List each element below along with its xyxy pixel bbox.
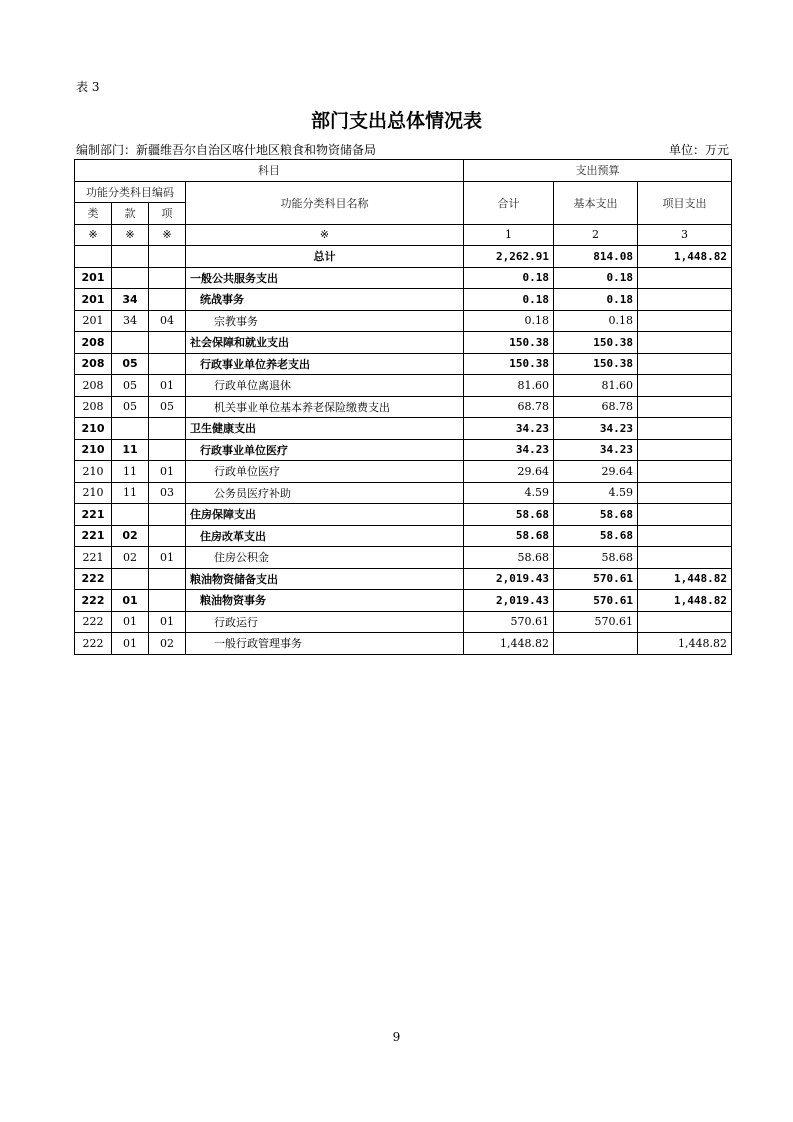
xiang-code: 05 [149,396,186,418]
lei-code: 221 [75,504,112,526]
row-basic: 0.18 [554,267,638,289]
row-basic: 570.61 [554,590,638,612]
department-label: 编制部门：新疆维吾尔自治区喀什地区粮食和物资储备局 [76,143,377,157]
xiang-code: 01 [149,547,186,569]
kuan-code [112,504,149,526]
kuan-code: 02 [112,547,149,569]
table-row [75,289,732,311]
xiang-code [149,568,186,590]
table-row [75,590,732,612]
subject-name: 粮油物资储备支出 [186,568,464,590]
lei-code: 208 [75,353,112,375]
row-project: 1,448.82 [638,590,732,612]
unit-label: 单位：万元 [668,143,729,157]
lei-header: 类 [75,203,112,225]
row-total: 570.61 [464,611,554,633]
row-project: 1,448.82 [638,568,732,590]
table-row [75,461,732,483]
table-row [75,633,732,655]
row-project [638,418,732,440]
xiang-code [149,439,186,461]
row-total: 150.38 [464,353,554,375]
col-number-1: 1 [464,224,554,246]
xiang-code [149,353,186,375]
xiang-code: 01 [149,461,186,483]
kuan-code [112,332,149,354]
row-project: 1,448.82 [638,633,732,655]
row-basic: 570.61 [554,611,638,633]
row-project [638,267,732,289]
row-total: 0.18 [464,310,554,332]
subject-name: 机关事业单位基本养老保险缴费支出 [186,396,464,418]
row-total: 29.64 [464,461,554,483]
header-row-2 [75,181,732,203]
basic-header: 基本支出 [554,181,638,224]
row-project [638,461,732,483]
row-basic: 81.60 [554,375,638,397]
table-row [75,568,732,590]
table-row [75,353,732,375]
kuan-code: 01 [112,590,149,612]
subject-name: 社会保障和就业支出 [186,332,464,354]
table-row [75,375,732,397]
lei-code: 208 [75,332,112,354]
row-total: 58.68 [464,547,554,569]
table-row [75,310,732,332]
table-row [75,504,732,526]
row-project [638,332,732,354]
xiang-code [149,418,186,440]
row-total: 4.59 [464,482,554,504]
row-project [638,310,732,332]
kuan-code: 05 [112,396,149,418]
lei-code: 208 [75,375,112,397]
subject-header: 科目 [75,160,464,182]
row-total: 150.38 [464,332,554,354]
table-row [75,547,732,569]
row-basic: 58.68 [554,525,638,547]
row-basic: 58.68 [554,547,638,569]
lei-code: 201 [75,289,112,311]
row-total: 34.23 [464,418,554,440]
subject-name: 公务员医疗补助 [186,482,464,504]
mark-cell: ※ [186,224,464,246]
xiang-code: 04 [149,310,186,332]
lei-code: 210 [75,418,112,440]
subject-name: 住房改革支出 [186,525,464,547]
row-total: 58.68 [464,504,554,526]
lei-code: 221 [75,547,112,569]
row-project [638,525,732,547]
page-title: 部门支出总体情况表 [310,110,482,132]
total-header: 合计 [464,181,554,224]
kuan-code [112,418,149,440]
name-header: 功能分类科目名称 [186,181,464,224]
subject-name: 粮油物资事务 [186,590,464,612]
row-project [638,547,732,569]
row-basic: 68.78 [554,396,638,418]
lei-code: 210 [75,439,112,461]
col-number-3: 3 [638,224,732,246]
row-total: 0.18 [464,289,554,311]
lei-code: 222 [75,633,112,655]
subject-name: 行政单位医疗 [186,461,464,483]
table-row [75,332,732,354]
lei-code: 210 [75,482,112,504]
row-total: 81.60 [464,375,554,397]
row-project [638,396,732,418]
lei-code: 210 [75,461,112,483]
row-total: 1,448.82 [464,633,554,655]
kuan-code: 05 [112,353,149,375]
xiang-code: 01 [149,375,186,397]
lei-code: 221 [75,525,112,547]
marker-row [75,224,732,246]
subject-name: 住房公积金 [186,547,464,569]
kuan-code [112,568,149,590]
table-row [75,525,732,547]
subject-name: 宗教事务 [186,310,464,332]
row-total: 0.18 [464,267,554,289]
expenditure-table [74,159,732,655]
xiang-header: 项 [149,203,186,225]
kuan-code: 11 [112,461,149,483]
total-project: 1,448.82 [638,246,732,268]
row-total: 2,019.43 [464,568,554,590]
kuan-code: 34 [112,289,149,311]
kuan-code: 11 [112,482,149,504]
mark-cell: ※ [149,224,186,246]
total-label: 总计 [186,246,464,268]
row-total: 2,019.43 [464,590,554,612]
row-basic: 150.38 [554,332,638,354]
lei-code: 222 [75,611,112,633]
kuan-code: 01 [112,611,149,633]
kuan-code: 02 [112,525,149,547]
row-basic: 570.61 [554,568,638,590]
subject-name: 行政运行 [186,611,464,633]
row-total: 34.23 [464,439,554,461]
row-basic: 29.64 [554,461,638,483]
mark-cell: ※ [112,224,149,246]
subject-name: 行政事业单位养老支出 [186,353,464,375]
row-project [638,611,732,633]
table-row [75,396,732,418]
row-basic: 58.68 [554,504,638,526]
xiang-code [149,289,186,311]
subject-name: 行政单位离退休 [186,375,464,397]
page-number: 9 [392,1030,401,1044]
table-row [75,482,732,504]
total-basic: 814.08 [554,246,638,268]
kuan-code: 05 [112,375,149,397]
row-basic: 34.23 [554,439,638,461]
row-project [638,375,732,397]
subject-name: 卫生健康支出 [186,418,464,440]
xiang-code [149,267,186,289]
row-basic: 34.23 [554,418,638,440]
kuan-code: 01 [112,633,149,655]
budget-header: 支出预算 [464,160,732,182]
row-basic: 4.59 [554,482,638,504]
table-row [75,418,732,440]
row-basic: 150.38 [554,353,638,375]
xiang-code [149,590,186,612]
xiang-code: 03 [149,482,186,504]
lei-code: 201 [75,310,112,332]
row-project [638,353,732,375]
row-basic: 0.18 [554,310,638,332]
kuan-code [112,267,149,289]
xiang-code [149,525,186,547]
subject-name: 统战事务 [186,289,464,311]
row-basic: 0.18 [554,289,638,311]
row-project [638,504,732,526]
xiang-code: 01 [149,611,186,633]
lei-code: 222 [75,568,112,590]
lei-code: 222 [75,590,112,612]
row-total: 58.68 [464,525,554,547]
kuan-code: 34 [112,310,149,332]
xiang-code [149,332,186,354]
subject-name: 一般行政管理事务 [186,633,464,655]
total-sum: 2,262.91 [464,246,554,268]
col-number-2: 2 [554,224,638,246]
lei-code: 208 [75,396,112,418]
lei-code: 201 [75,267,112,289]
subject-name: 一般公共服务支出 [186,267,464,289]
table-number: 表 3 [76,80,100,94]
subject-name: 行政事业单位医疗 [186,439,464,461]
subject-name: 住房保障支出 [186,504,464,526]
code-group-header: 功能分类科目编码 [75,181,186,203]
kuan-header: 款 [112,203,149,225]
xiang-code [149,504,186,526]
table-row [75,611,732,633]
row-project [638,289,732,311]
row-project [638,482,732,504]
mark-cell: ※ [75,224,112,246]
header-row-1 [75,160,732,182]
xiang-code: 02 [149,633,186,655]
kuan-code: 11 [112,439,149,461]
table-row [75,267,732,289]
total-row [75,246,732,268]
row-basic [554,633,638,655]
table-row [75,439,732,461]
row-project [638,439,732,461]
row-total: 68.78 [464,396,554,418]
project-header: 项目支出 [638,181,732,224]
